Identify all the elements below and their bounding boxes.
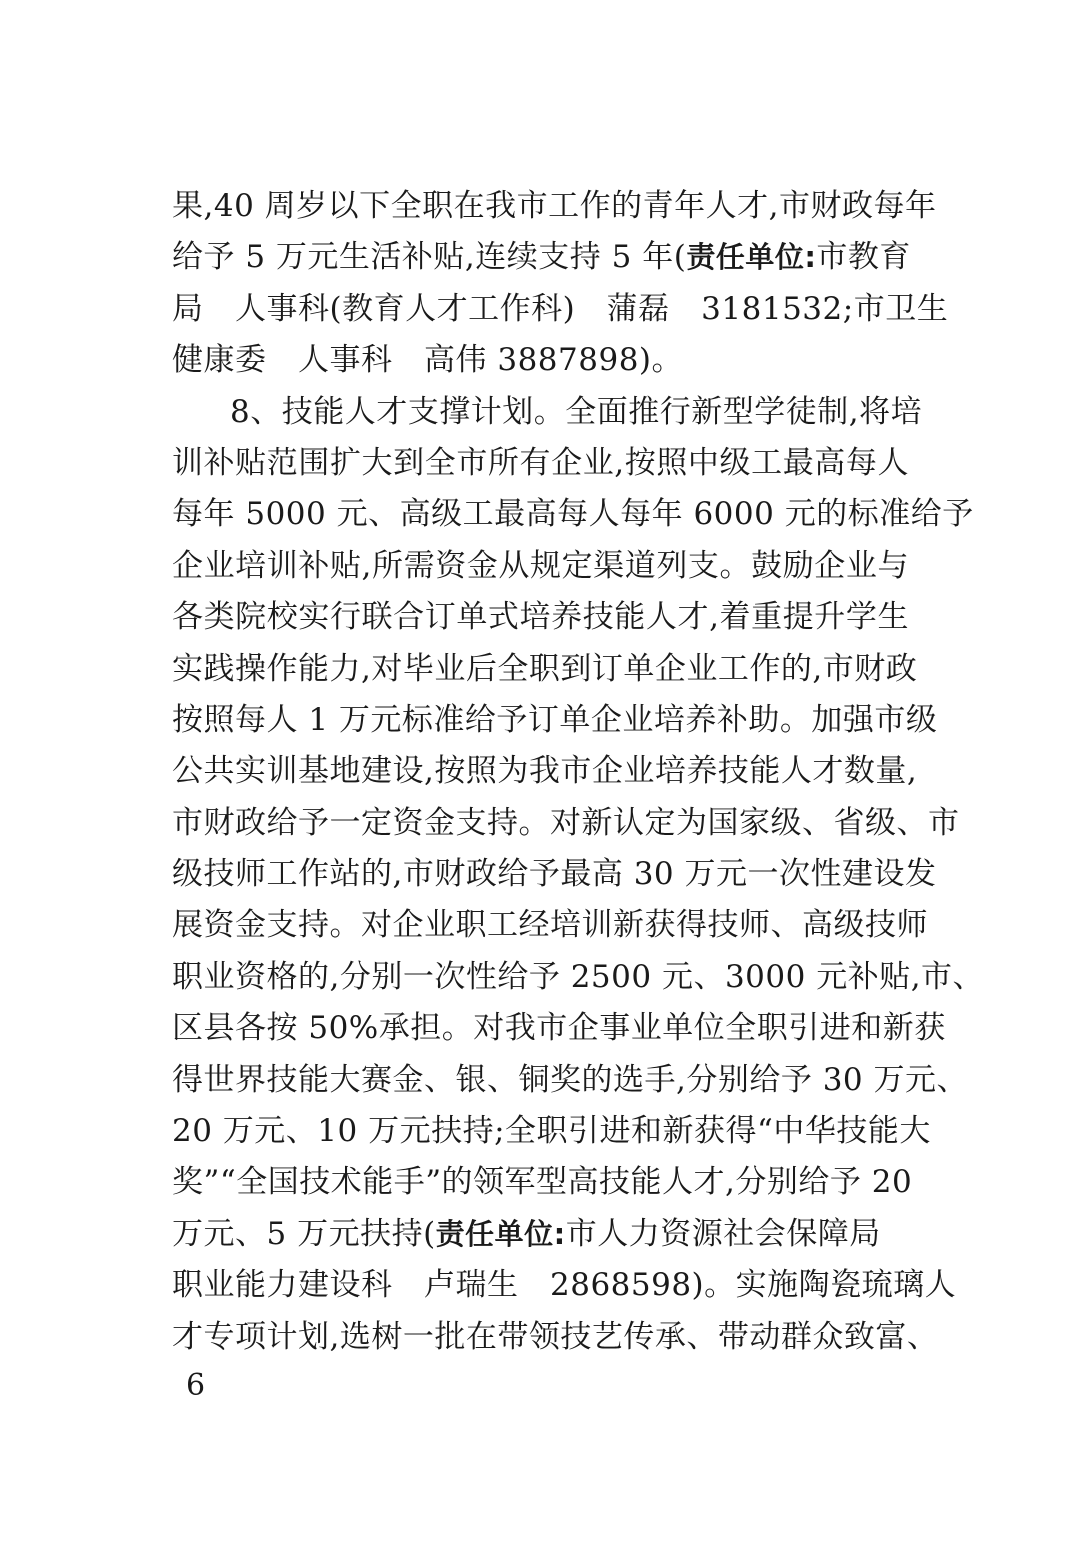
responsible-unit-label: 责任单位: xyxy=(686,240,817,275)
document-body xyxy=(172,181,985,1363)
line-text: 市人力资源社会保障局 xyxy=(565,1215,881,1252)
line-text: 8、技能人才支撑计划。全面推行新型学徒制,将培 xyxy=(230,393,923,430)
line-text: 企业培训补贴,所需资金从规定渠道列支。鼓励企业与 xyxy=(172,547,909,584)
text-line xyxy=(172,1157,913,1208)
line-text: 各类院校实行联合订单式培养技能人才,着重提升学生 xyxy=(172,599,909,636)
line-text: 万元、5 万元扶持( xyxy=(172,1215,436,1252)
line-text: 健康委 人事科 高伟 3887898)。 xyxy=(172,342,684,379)
text-line xyxy=(172,181,937,232)
text-line xyxy=(172,232,909,283)
text-line xyxy=(172,746,918,797)
text-line xyxy=(172,284,949,335)
text-line xyxy=(172,644,918,695)
text-line xyxy=(172,1003,946,1054)
text-line xyxy=(172,1312,939,1363)
text-line xyxy=(172,1209,909,1260)
text-line xyxy=(172,438,909,489)
text-line xyxy=(172,489,974,540)
line-text: 给予 5 万元生活补贴,连续支持 5 年( xyxy=(172,239,687,276)
line-text: 市教育 xyxy=(816,239,911,276)
line-text: 果,40 周岁以下全职在我市工作的青年人才,市财政每年 xyxy=(172,188,937,224)
line-text: 实践操作能力,对毕业后全职到订单企业工作的,市财政 xyxy=(172,650,918,687)
text-line xyxy=(172,1106,931,1157)
text-line xyxy=(172,695,938,746)
line-text: 训补贴范围扩大到全市所有企业,按照中级工最高每人 xyxy=(172,444,909,481)
responsible-unit-label: 责任单位: xyxy=(435,1216,566,1251)
text-line xyxy=(172,335,909,386)
text-line xyxy=(172,1260,957,1311)
line-text: 局 人事科(教育人才工作科) 蒲磊 3181532;市卫生 xyxy=(172,290,949,327)
line-text: 公共实训基地建设,按照为我市企业培养技能人才数量, xyxy=(172,753,918,790)
section-heading-line xyxy=(172,387,923,438)
line-text: 20 万元、10 万元扶持;全职引进和新获得“中华技能大 xyxy=(172,1113,931,1150)
line-text: 职业资格的,分别一次性给予 2500 元、3000 元补贴,市、 xyxy=(172,958,985,995)
line-text: 职业能力建设科 卢瑞生 2868598)。实施陶瓷琉璃人 xyxy=(172,1267,957,1304)
line-text: 按照每人 1 万元标准给予订单企业培养补助。加强市级 xyxy=(172,701,938,738)
line-text: 市财政给予一定资金支持。对新认定为国家级、省级、市 xyxy=(172,804,960,841)
line-text: 奖”“全国技术能手”的领军型高技能人才,分别给予 20 xyxy=(172,1164,913,1201)
text-line xyxy=(172,541,909,592)
line-text: 每年 5000 元、高级工最高每人每年 6000 元的标准给予 xyxy=(172,496,974,533)
page-number: 6 xyxy=(186,1368,206,1403)
text-line xyxy=(172,798,960,849)
line-text: 级技师工作站的,市财政给予最高 30 万元一次性建设发 xyxy=(172,856,937,893)
text-line xyxy=(172,592,909,643)
line-text: 得世界技能大赛金、银、铜奖的选手,分别给予 30 万元、 xyxy=(172,1061,969,1098)
text-line xyxy=(172,849,937,900)
text-line xyxy=(172,1055,969,1106)
line-text: 才专项计划,选树一批在带领技艺传承、带动群众致富、 xyxy=(172,1318,939,1355)
text-line xyxy=(172,952,985,1003)
line-text: 区县各按 50%承担。对我市企事业单位全职引进和新获 xyxy=(172,1010,946,1047)
line-text: 展资金支持。对企业职工经培训新获得技师、高级技师 xyxy=(172,907,928,944)
text-line xyxy=(172,900,928,951)
